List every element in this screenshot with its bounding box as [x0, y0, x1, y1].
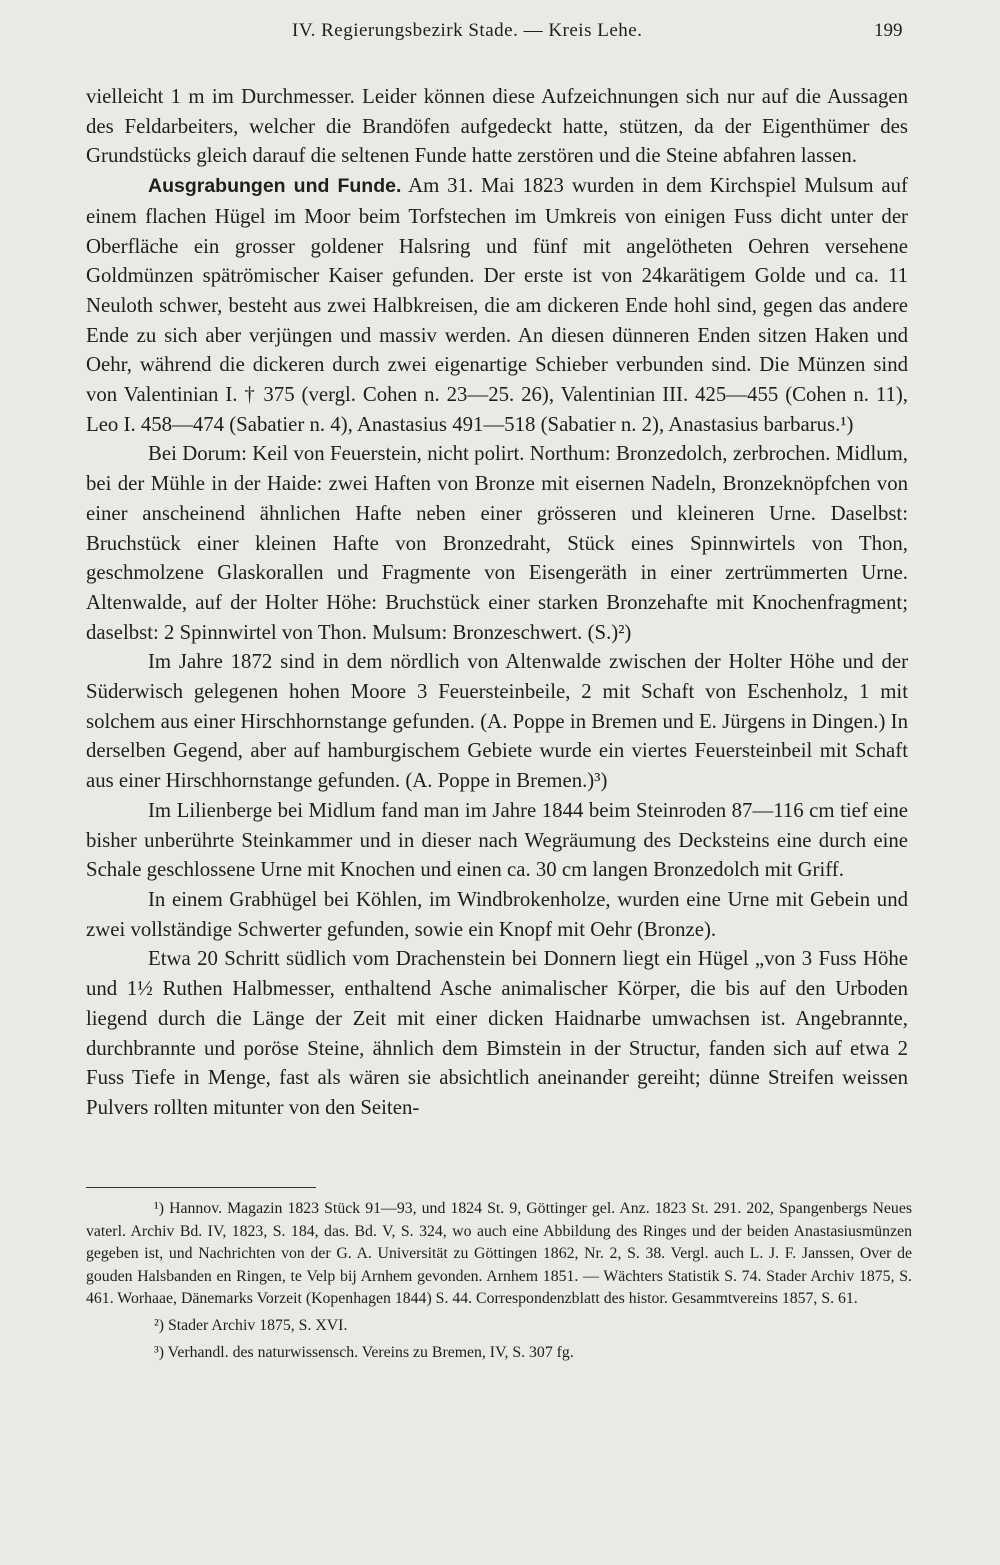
paragraph-1872: Im Jahre 1872 sind in dem nördlich von Altenwalde zwischen der Holter Höhe und der Süderwisch gelegenen hohen Moore 3 Feuersteinbeile, 2 mit Schaft von Eschenholz, 1 mit solchem aus einer Hirschhornstange gefunden. (A. Poppe in Bremen und E. Jürgens in Dingen.) In derselben Gegend, aber auf hamburgischem Gebiete wurde ein viertes Feuersteinbeil mit Schaft aus einer Hirschhornstange gefunden. (A. Poppe in Bremen.)³)	[86, 650, 908, 793]
page-number: 199	[874, 20, 903, 41]
footnote-1: ¹) Hannov. Magazin 1823 Stück 91—93, und 1824 St. 9, Göttinger gel. Anz. 1823 St. 291. 202, Spangenbergs Neues vaterl. Archiv Bd. IV, 1823, S. 184, das. Bd. V, S. 324, wo auch eine Abbildung des Ringes und der beiden Anastasiusmünzen gegeben ist, und Nachrichten von der G. A. Universität zu Göttingen 1862, Nr. 2, S. 38. Vergl. auch L. J. F. Janssen, Over de gouden Halsbanden en Ringen, te Velp bij Arnhem gevonden. Arnhem 1851. — Wächters Statistik S. 74. Stader Archiv 1875, S. 461. Worhaae, Dänemarks Vorzeit (Kopenhagen 1844) S. 44. Correspondenzblatt des histor. Gesammtvereins 1857, S. 61.	[86, 1200, 912, 1308]
paragraph-drachenstein: Etwa 20 Schritt südlich vom Drachenstein bei Donnern liegt ein Hügel „von 3 Fuss Höhe und 1½ Ruthen Halbmesser, enthaltend Asche animalischer Körper, die bis auf den Urboden liegend durch die Länge der Zeit mit einer dicken Haidnarbe umwachsen ist. Angebrannte, durchbrannte und poröse Steine, ähnlich dem Bimstein in der Structur, fanden sich auf etwa 2 Fuss Tiefe in Menge, fast als wären sie absichtlich aneinander gereiht; dünne Streifen weissen Pulvers rollten mitunter von den Seiten-	[86, 947, 908, 1119]
footnotes	[86, 1198, 912, 1364]
footnote-3: ³) Verhandl. des naturwissensch. Vereins zu Bremen, IV, S. 307 fg.	[154, 1343, 574, 1361]
paragraph-ausgrabungen: Ausgrabungen und Funde. Am 31. Mai 1823 wurden in dem Kirchspiel Mulsum auf einem flachen Hügel im Moor beim Torfstechen im Umkreis von einigen Fuss dicht unter der Oberfläche ein grosser goldener Halsring und fünf mit angelötheten Oehren versehene Goldmünzen spätrömischer Kaiser gefunden. Der erste ist von 24karätigem Golde und ca. 11 Neuloth schwer, besteht aus zwei Halbkreisen, die am dickeren Ende hohl sind, gegen das andere Ende zu sich aber verjüngen und massiv werden. An diesen dünneren Enden sitzen Haken und Oehr, während die dickeren durch zwei eigenartige Schieber verbunden sind. Die Münzen sind von Valentinian I. † 375 (vergl. Cohen n. 23—25. 26), Valentinian III. 425—455 (Cohen n. 11), Leo I. 458—474 (Sabatier n. 4), Anastasius 491—518 (Sabatier n. 2), Anastasius barbarus.¹)	[86, 174, 908, 436]
paragraph-continuation: vielleicht 1 m im Durchmesser. Leider können diese Aufzeichnungen sich nur auf die Aussagen des Feldarbeiters, welcher die Brandöfen aufgedeckt hatte, stützen, da der Eigenthümer des Grundstücks gleich darauf die seltenen Funde hatte zerstören und die Steine abfahren lassen.	[86, 85, 908, 168]
footnote-2: ²) Stader Archiv 1875, S. XVI.	[154, 1316, 348, 1334]
footnote-rule	[86, 1187, 316, 1188]
running-head: IV. Regierungsbezirk Stade. — Kreis Lehe.	[292, 20, 643, 41]
section-heading: Ausgrabungen und Funde.	[148, 175, 402, 198]
paragraph-koehlen: In einem Grabhügel bei Köhlen, im Windbrokenholze, wurden eine Urne mit Gebein und zwei vollständige Schwerter gefunden, sowie ein Knopf mit Oehr (Bronze).	[86, 887, 908, 941]
paragraph-lilienberge: Im Lilienberge bei Midlum fand man im Jahre 1844 beim Steinroden 87—116 cm tief eine bisher unberührte Steinkammer und in dieser nach Wegräumung des Decksteins eine durch eine Schale geschlossene Urne mit Knochen und einen ca. 30 cm langen Bronzedolch mit Griff.	[86, 798, 908, 882]
page-header	[0, 20, 1000, 48]
main-text	[86, 82, 908, 1123]
paragraph-dorum: Bei Dorum: Keil von Feuerstein, nicht polirt. Northum: Bronzedolch, zerbrochen. Midlum, bei der Mühle in der Haide: zwei Haften von Bronze mit eisernen Nadeln, Bronzeknöpfchen von einer anscheinend ähnlichen Hafte neben einer grösseren und kleineren Urne. Daselbst: Bruchstück einer kleinen Hafte von Bronzedraht, Stück eines Spinnwirtels von Thon, geschmolzene Glaskorallen und Fragmente von Eisengeräth in einer zertrümmerten Urne. Altenwalde, auf der Holter Höhe: Bruchstück einer starken Bronzehafte mit Knochenfragment; daselbst: 2 Spinnwirtel von Thon. Mulsum: Bronzeschwert. (S.)²)	[86, 442, 908, 644]
